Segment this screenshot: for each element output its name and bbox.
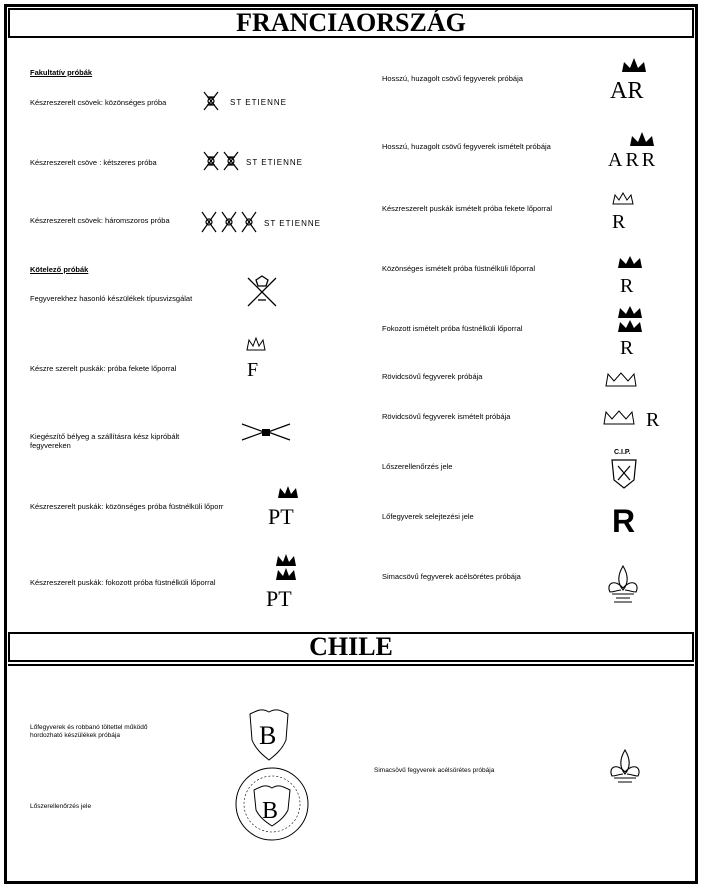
proof-label: Simacsövű fegyverek acélsörétes próbája: [374, 767, 495, 774]
svg-text:ST ETIENNE: ST ETIENNE: [264, 219, 321, 228]
svg-text:ST ETIENNE: ST ETIENNE: [230, 98, 287, 107]
svg-text:R: R: [620, 275, 634, 297]
svg-text:R: R: [646, 409, 660, 431]
st-etienne-triple-mark: [198, 208, 358, 236]
proof-label: Lőfegyverek selejtezési jele: [382, 512, 474, 521]
proof-label: Kiegészítő bélyeg a szállításra kész kipróbált fegyvereken: [30, 432, 180, 450]
proof-label: Lőfegyverek és robbanó töltettel működő hordozható készülékek próbája: [30, 724, 148, 739]
proof-label: Lőszerellenőrzés jele: [382, 462, 453, 471]
proof-label: Fokozott ismételt próba füstnélküli lőporral: [382, 324, 523, 333]
svg-text:B: B: [259, 721, 277, 750]
divider: [8, 664, 694, 666]
bowtie-square-mark: [240, 420, 292, 444]
double-crown-r-mark: [610, 306, 652, 358]
proof-label: Készre szerelt puskák: próba fekete lőporral: [30, 364, 177, 373]
proof-label: Lőszerellenőrzés jele: [30, 803, 92, 810]
proof-label: Készreszerelt puskák ismételt próba fekete lőporral: [382, 204, 553, 213]
fleur-de-lis-mark: [604, 562, 642, 608]
st-etienne-double-mark: [200, 148, 310, 174]
svg-text:ST ETIENNE: ST ETIENNE: [246, 158, 303, 167]
small-crown-r-mark: [602, 406, 672, 430]
svg-text:ARR: ARR: [608, 149, 659, 171]
section-title-chile: CHILE: [8, 632, 694, 662]
svg-text:AR: AR: [610, 78, 644, 104]
svg-text:R: R: [612, 503, 636, 539]
crown-ar-mark: [608, 56, 662, 102]
st-etienne-single-mark: [200, 88, 300, 114]
crossed-arrows-crown-mark: [244, 274, 280, 310]
crown-arr-mark: [606, 132, 680, 170]
svg-text:R: R: [620, 337, 634, 359]
svg-text:C.I.P.: C.I.P.: [614, 449, 631, 456]
mandatory-tests-heading: Kötelező próbák: [30, 265, 89, 274]
fleur-de-lis-mark: [606, 746, 644, 792]
proof-label: Készreszerelt csöve : kétszeres próba: [30, 158, 157, 167]
proof-label: Készreszerelt puskák: fokozott próba füstnélküli lőporral: [30, 578, 216, 587]
crown-f-mark: [243, 336, 269, 382]
svg-text:F: F: [247, 359, 259, 381]
outline-crown-r-mark: [610, 192, 636, 232]
svg-text:PT: PT: [266, 586, 292, 611]
small-crown-mark: [604, 372, 638, 390]
proof-label: Készreszerelt csövek: közönséges próba: [30, 98, 167, 107]
bold-r-reject-mark: [610, 500, 642, 539]
proof-label: Simacsövű fegyverek acélsörétes próbája: [382, 572, 521, 581]
proof-label: Készreszerelt csövek: háromszoros próba: [30, 216, 170, 225]
proof-label: Hosszú, huzagolt csövű fegyverek próbája: [382, 74, 523, 83]
proof-label: Hosszú, huzagolt csövű fegyverek ismételt próbája: [382, 142, 551, 151]
proof-label: Rövidcsövű fegyverek ismételt próbája: [382, 412, 511, 421]
shield-b-mark: [244, 706, 294, 762]
proof-label: Fegyverekhez hasonló készülékek típusvizsgálat: [30, 294, 193, 303]
svg-text:B: B: [262, 798, 279, 824]
optional-tests-heading: Fakultatív próbák: [30, 68, 93, 77]
proof-label: Készreszerelt puskák: közönséges próba füstnélküli lőporr: [30, 502, 224, 511]
proof-label: Rövidcsövű fegyverek próbája: [382, 372, 483, 381]
cip-ammunition-mark: [604, 446, 644, 494]
double-crown-pt-mark: [264, 552, 310, 610]
proof-label: Közönséges ismételt próba füstnélküli lőporral: [382, 264, 535, 273]
crown-r-mark: [610, 254, 652, 296]
crown-pt-mark: [266, 482, 310, 528]
svg-text:R: R: [612, 211, 626, 233]
round-seal-b-mark: [234, 766, 310, 842]
section-title-france: FRANCIAORSZÁG: [8, 8, 694, 38]
svg-text:PT: PT: [268, 504, 294, 529]
